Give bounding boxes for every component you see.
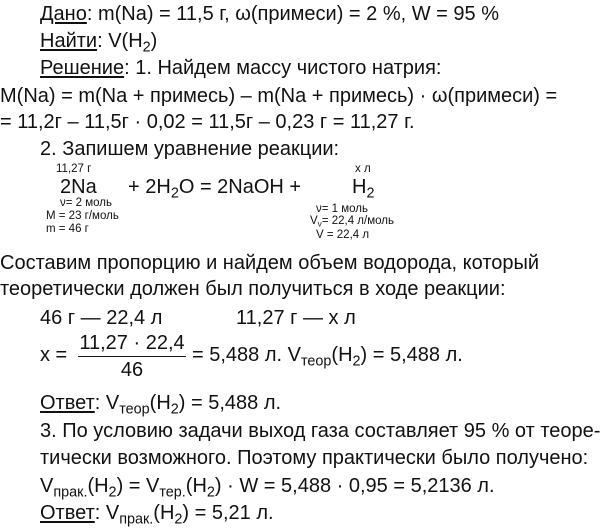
na-formula: 2Na — [60, 176, 97, 198]
reaction-middle-text-2: O = 2NaOH + — [178, 176, 302, 198]
practical-sub: прак. — [53, 484, 88, 501]
answer-2-sub2: 2 — [174, 511, 183, 528]
water-sub: 2 — [170, 185, 179, 202]
answer-1-line — [40, 391, 282, 418]
answer-1-sub2: 2 — [170, 401, 179, 418]
h2-formula — [352, 175, 375, 202]
given-line — [40, 2, 499, 26]
solution-label: Решение — [40, 57, 125, 79]
find-line — [40, 29, 158, 56]
fraction-numerator: 11,27 · 22,4 — [79, 332, 185, 354]
x-result-end: ) = 5,488 л. — [360, 344, 463, 366]
practical-v: V — [40, 475, 54, 497]
solution-text: : 1. Найдем массу чистого натрия: — [124, 57, 442, 79]
h2-molar-volume-value: = 22,4 л/моль — [321, 215, 394, 227]
practical-eq-v: ) = V — [116, 475, 160, 497]
theoretical-h: (H — [185, 475, 207, 497]
find-pre: : V(H — [97, 30, 143, 52]
fraction-denominator: 46 — [120, 359, 144, 381]
answer-2-mid: (H — [153, 502, 175, 524]
h2-molar-volume-sub: ν — [317, 219, 322, 229]
x-result-text: = 5,488 л. V — [192, 344, 301, 366]
answer-1-mid: (H — [149, 392, 171, 414]
x-result — [192, 343, 463, 370]
x-result-h-sub: 2 — [352, 353, 361, 370]
na-moles: ν= 2 моль — [60, 197, 113, 209]
theoretical-sub: тер. — [159, 484, 186, 501]
find-post: ) — [150, 30, 158, 52]
h2-moles: ν= 1 моль — [316, 203, 369, 215]
reaction-middle — [128, 175, 302, 202]
given-label: Дано — [40, 3, 87, 25]
practical-h: (H — [87, 475, 109, 497]
practical-volume-line — [40, 474, 495, 501]
given-text: : m(Na) = 11,5 г, ω(примеси) = 2 %, W = 95 % — [86, 3, 499, 25]
step-3-line-2: тически возможного. Поэтому практически было получено: — [40, 447, 589, 469]
answer-1-label: Ответ — [40, 392, 95, 414]
answer-2-sub: прак. — [119, 511, 154, 528]
practical-h-sub: 2 — [108, 484, 117, 501]
h2-volume-above: x л — [355, 163, 371, 175]
h2-symbol: H — [352, 176, 367, 198]
answer-2-pre: : V — [94, 502, 120, 524]
answer-2-label: Ответ — [40, 502, 95, 524]
proportion-line-1: Составим пропорцию и найдем объем водорода, который — [0, 252, 540, 274]
h2-volume: V = 22,4 л — [316, 229, 370, 241]
proportion-line-2: теоретически должен был получиться в ходе реакции: — [0, 278, 506, 300]
na-mass-above: 11,27 г — [56, 163, 92, 175]
x-equals: x = — [40, 344, 68, 366]
answer-2-line — [40, 501, 274, 528]
answer-1-sub: теор — [119, 401, 150, 418]
reaction-middle-text: + 2H — [128, 176, 171, 198]
na-molar-mass: M = 23 г/моль — [46, 210, 119, 222]
x-result-sub: теор — [300, 353, 332, 370]
solution-line — [40, 56, 441, 80]
ratio-right: 11,27 г — x л — [236, 307, 356, 329]
mass-line-2: = 11,2г – 11,5г · 0,02 = 11,5г – 0,23 г = 11,27 г. — [0, 111, 415, 133]
h2-sub: 2 — [366, 185, 375, 202]
step-3-line-1: 3. По условию задачи выход газа составляет 95 % от теоре- — [40, 420, 601, 442]
step-2-heading: 2. Запишем уравнение реакции: — [40, 138, 340, 160]
find-label: Найти — [40, 30, 98, 52]
theoretical-h-sub: 2 — [206, 484, 215, 501]
h2-molar-volume-v: V — [310, 215, 318, 227]
na-mass: m = 46 г — [46, 223, 89, 235]
answer-1-post: ) = 5,488 л. — [178, 392, 282, 414]
ratio-left: 46 г — 22,4 л — [40, 307, 163, 329]
fraction-bar — [78, 356, 186, 357]
x-result-h: (H — [331, 344, 353, 366]
practical-result: ) · W = 5,488 · 0,95 = 5,2136 л. — [214, 475, 495, 497]
find-sub: 2 — [142, 39, 151, 56]
mass-line-1: M(Na) = m(Na + примесь) – m(Na + примесь) · ω(примеси) = — [0, 85, 558, 107]
answer-1-pre: : V — [94, 392, 120, 414]
h2-molar-volume — [310, 215, 394, 228]
answer-2-post: ) = 5,21 л. — [182, 502, 274, 524]
